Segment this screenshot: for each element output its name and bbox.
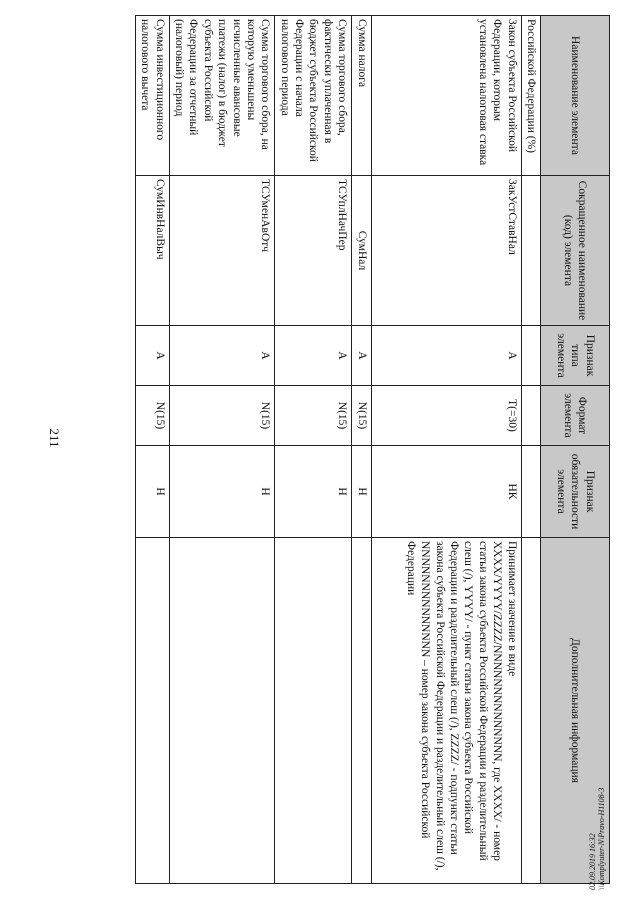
table-row bbox=[169, 16, 275, 884]
table-row bbox=[275, 16, 352, 884]
cell-name: Сумма торгового сбора, на которую уменьшены исчисленные авансовые платежи (налог) в бюджет субъекта Российской Федерации за отчетный (налоговый) период bbox=[169, 16, 275, 176]
cell-format: N(15) bbox=[169, 386, 275, 446]
elements-table bbox=[135, 15, 610, 884]
print-footer bbox=[588, 700, 606, 890]
cell-code: СумИнвНалВыч bbox=[136, 176, 170, 326]
cell-type: А bbox=[275, 326, 352, 386]
page-number: 211 bbox=[47, 428, 62, 448]
cell-info bbox=[352, 538, 371, 884]
cell-required: Н bbox=[169, 446, 275, 538]
cell-type: А bbox=[352, 326, 371, 386]
table-row bbox=[521, 16, 540, 884]
cell-name: Закон субъекта Российской Федерации, которым установлена налоговая ставка bbox=[371, 16, 521, 176]
rotated-table-container bbox=[80, 15, 610, 883]
continuation-cell: Российской Федерации (%) bbox=[521, 16, 540, 176]
cell-required: Н bbox=[352, 446, 371, 538]
header-required: Признак обязательности элемента bbox=[541, 446, 610, 538]
print-path: \\Komplyuter-N\Pravo-H1108-3 bbox=[597, 787, 606, 890]
header-type: Признак типа элемента bbox=[541, 326, 610, 386]
table-row bbox=[371, 16, 521, 884]
cell-format: N(15) bbox=[136, 386, 170, 446]
cell-info bbox=[136, 538, 170, 884]
header-info: Дополнительная информация bbox=[541, 538, 610, 884]
cell-format: N(15) bbox=[275, 386, 352, 446]
cell-info: Принимает значение в виде XXXX/YYYY/ZZZZ/NNNNNNNNNNNNNN, где XXXX/ - номер статьи закона субъекта Российской Федерации и разделительный слеш (/), YYYY/ - пункт статьи закона субъекта Российской Федерации и разделительный слеш (/), ZZZZ/ - подпункт статьи закона субъекта Российской Федерации и разделительный слеш (/), NNNNNNNNNNNNNN – номер закона субъекта Российской Федерации bbox=[371, 538, 521, 884]
cell-required: НК bbox=[371, 446, 521, 538]
cell-name: Сумма инвестиционного налогового вычета bbox=[136, 16, 170, 176]
cell-format: T(=30) bbox=[371, 386, 521, 446]
cell-info bbox=[275, 538, 352, 884]
header-code: Сокращенное наименование (код) элемента bbox=[541, 176, 610, 326]
cell-type: А bbox=[136, 326, 170, 386]
print-timestamp: 02.09.2019 16:32 bbox=[588, 833, 597, 890]
header-name: Наименование элемента bbox=[541, 16, 610, 176]
cell-code: ЗакУстСтавНал bbox=[371, 176, 521, 326]
cell-format: N(15) bbox=[352, 386, 371, 446]
cell-code: СумНал bbox=[352, 176, 371, 326]
cell-name: Сумма налога bbox=[352, 16, 371, 176]
cell-name: Сумма торгового сбора, фактически уплаченная в бюджет субъекта Российской Федерации с начала налогового периода bbox=[275, 16, 352, 176]
cell-code: ТСУплНачПер bbox=[275, 176, 352, 326]
table-row bbox=[136, 16, 170, 884]
cell-required: Н bbox=[275, 446, 352, 538]
table-row bbox=[352, 16, 371, 884]
cell-required: Н bbox=[136, 446, 170, 538]
cell-code: ТСУменАвОтч bbox=[169, 176, 275, 326]
header-format: Формат элемента bbox=[541, 386, 610, 446]
cell-info bbox=[169, 538, 275, 884]
cell-type: А bbox=[371, 326, 521, 386]
cell-type: А bbox=[169, 326, 275, 386]
